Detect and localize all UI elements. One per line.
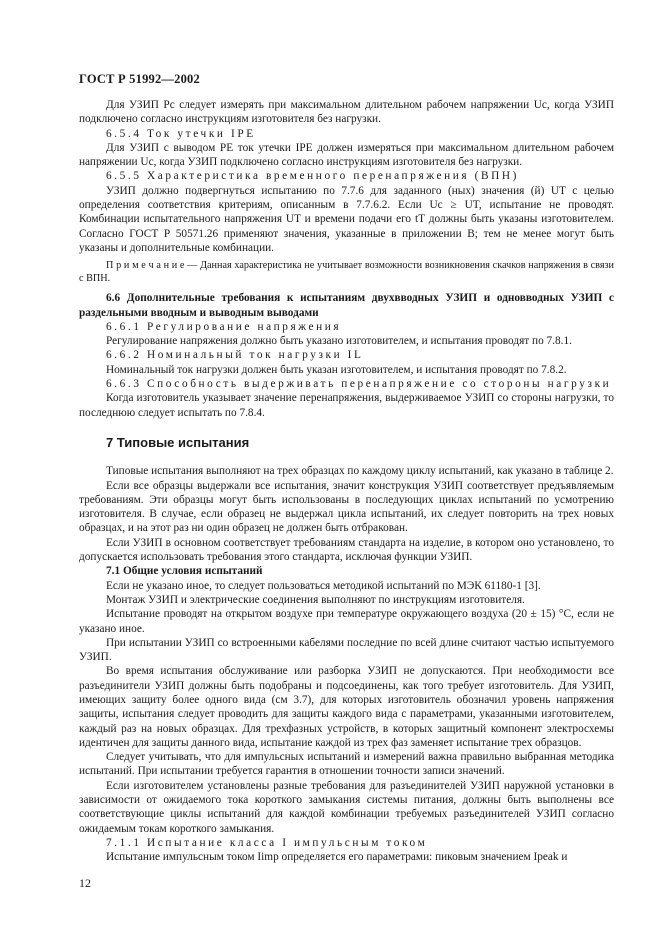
paragraph: Номинальный ток нагрузки должен быть указан изготовителем, и испытания проводят по 7.8.2.: [106, 363, 567, 376]
subsection-6-5-4: 6.5.4 Ток утечки IPE: [106, 127, 256, 140]
paragraph: Для УЗИП Pc следует измерять при максимальном длительном рабочем напряжении Uc, когда УЗИП подключено согласно инструкциям изготовителя без нагрузки.: [79, 99, 614, 126]
paragraph: Для УЗИП с выводом PE ток утечки IPE должен измеряться при максимальном длительном рабочем напряжении Uc, когда УЗИП подключено согласно инструкциям изготовителя без нагрузки.: [79, 141, 614, 169]
page-body: [79, 98, 614, 865]
paragraph: Если УЗИП в основном соответствует требованиям стандарта на изделие, в котором оно установлено, то допускается использовать требования этого стандарта, исключая функции УЗИП.: [79, 536, 614, 564]
page-number: 12: [79, 876, 91, 890]
subsection-7-1-1: 7.1.1 Испытание класса I импульсным током: [106, 836, 428, 849]
subsection-6-5-5: 6.5.5 Характеристика временного перенапряжения (ВПН): [106, 170, 519, 183]
standard-header: ГОСТ Р 51992—2002: [79, 72, 200, 86]
paragraph: Если изготовителем установлены разные требования для разъединителей УЗИП наружной установки в зависимости от ожидаемого тока короткого замыкания системы питания, должны быть выполнены все соответствующие циклы испытаний для каждой комбинации требуемых разъединителей УЗИП согласно ожидаемым токам короткого замыкания.: [79, 779, 614, 835]
paragraph: Монтаж УЗИП и электрические соединения выполняют по инструкциям изготовителя.: [106, 593, 525, 606]
paragraph: Регулирование напряжения должно быть указано изготовителем, и испытания проводят по 7.8.1.: [106, 335, 572, 348]
paragraph: Типовые испытания выполняют на трех образцах по каждому циклу испытаний, как указано в таблице 2.: [106, 465, 614, 478]
paragraph: Если все образцы выдержали все испытания, значит конструкция УЗИП соответствует предъявляемым требованиям. Эти образцы могут быть использованы в последующих циклах испытаний по усмотрению изготовителя. В случае, если образец не выдержал цикла испытаний, их следует повторить на трех новых образцах, и на этот раз ни один образец не должен быть отбракован.: [79, 479, 614, 535]
section-7-heading: 7 Типовые испытания: [106, 434, 250, 450]
paragraph: Испытание импульсным током Iimp определяется его параметрами: пиковым значением Ipeak и: [106, 851, 568, 864]
paragraph: УЗИП должно подвергнуться испытанию по 7.7.6 для заданного (ных) значения (й) UT с целью определения соответствия критериям, описанным в 7.7.6.2. Если Uc ≥ UT, испытание не проводят. Комбинации испытательного напряжения UT и времени подачи его tT должны быть указаны изготовителем. Согласно ГОСТ Р 50571.26 применяют значения, указанные в приложении В; тем не менее могут быть указаны и дополнительные комбинации.: [79, 184, 614, 254]
paragraph: Следует учитывать, что для импульсных испытаний и измерений важна правильно выбранная методика испытаний. При испытании требуется гарантия в отношении точности записи значений.: [79, 751, 614, 778]
paragraph: Если не указано иное, то следует пользоваться методикой испытаний по МЭК 61180-1 [3].: [106, 579, 541, 592]
paragraph: Когда изготовитель указывает значение перенапряжения, выдерживаемое УЗИП со стороны нагрузки, то последнюю следует испытать по 7.8.4.: [79, 392, 614, 419]
paragraph: При испытании УЗИП со встроенными кабелями последние по всей длине считают частью испытуемого УЗИП.: [79, 636, 614, 664]
section-7-1-heading: 7.1 Общие условия испытаний: [106, 565, 263, 578]
subsection-6-6-2: 6.6.2 Номинальный ток нагрузки IL: [106, 349, 364, 362]
note: П р и м е ч а н и е — Данная характеристика не учитывает возможности возникновения скачков напряжения в связи с ВПН.: [79, 260, 614, 285]
section-6-6-heading: 6.6 Дополнительные требования к испытаниям двухвводных УЗИП и одновводных УЗИП с раздельными вводным и выводным выводами: [79, 292, 614, 319]
paragraph: Испытание проводят на открытом воздухе при температуре окружающего воздуха (20 ± 15) °С, если не указано иное.: [79, 608, 614, 635]
subsection-6-6-3: 6.6.3 Способность выдерживать перенапряжение со стороны нагрузки: [106, 378, 612, 391]
paragraph: Во время испытания обслуживание или разборка УЗИП не допускаются. При необходимости все разъединители УЗИП должны быть подобраны и подсоединены, как того требует изготовитель. Для УЗИП, имеющих защиту более одного вида (см 3.7), для которых изготовитель обозначил уровень напряжения защиты, испытания следует проводить для защиты каждого вида с параметрами, указанными изготовителем, каждый раз на новых образцах. Для трехфазных устройств, в которых защитный компонент электросхемы идентичен для защиты данного вида, испытание каждой из трех фаз заменяет испытание трех образцов.: [79, 665, 614, 749]
subsection-6-6-1: 6.6.1 Регулирование напряжения: [106, 320, 342, 333]
